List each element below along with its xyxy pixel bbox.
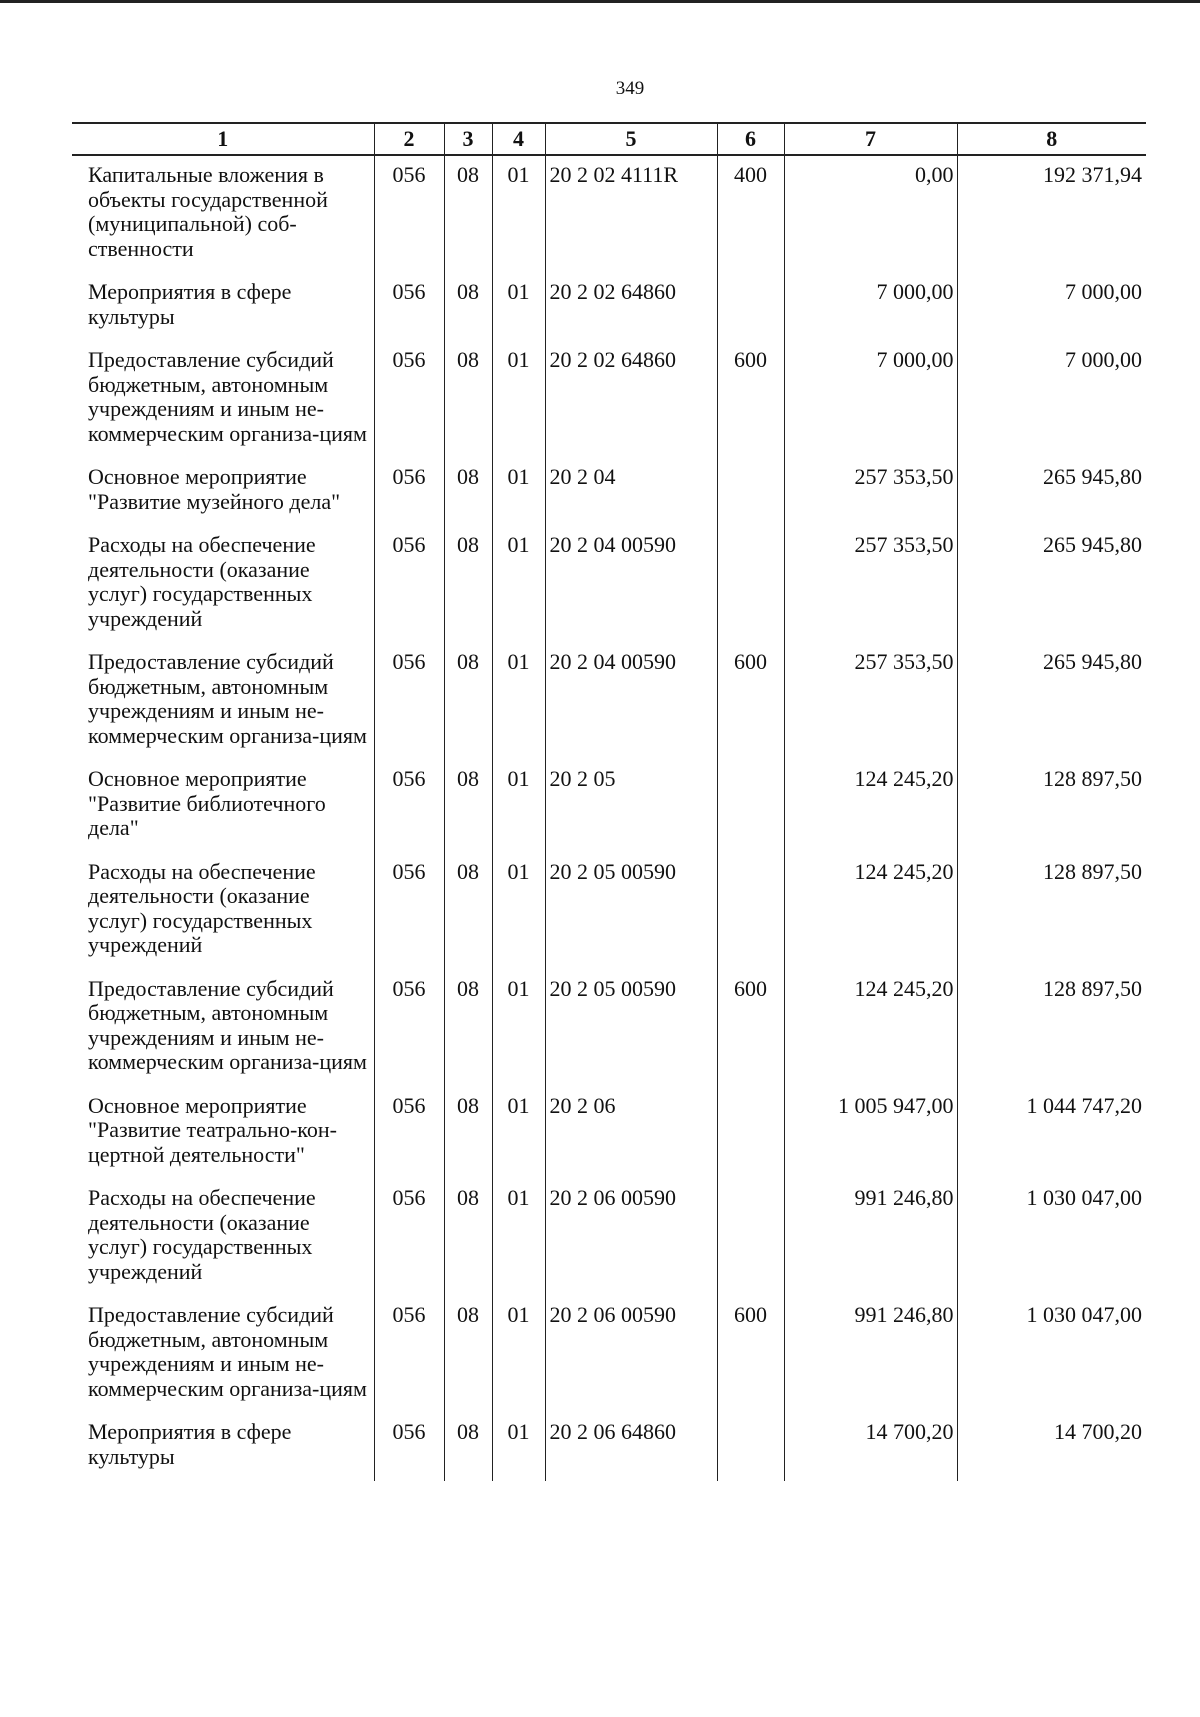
ministry-code-cell: 056	[374, 341, 444, 458]
expense-type-cell	[717, 273, 784, 341]
subsection-code-cell: 01	[492, 643, 545, 760]
ministry-code-cell: 056	[374, 643, 444, 760]
ministry-code-cell: 056	[374, 970, 444, 1087]
item-name-cell: Предоставление субсидий бюджетным, автономным учреждениям и иным не-коммерческим организа-циям	[88, 347, 367, 446]
subsection-code-cell: 01	[492, 1179, 545, 1296]
subsection-code-cell: 01	[492, 341, 545, 458]
target-article-cell: 20 2 06	[545, 1087, 717, 1180]
amount-year1-cell: 257 353,50	[784, 643, 957, 760]
target-article-cell: 20 2 02 64860	[545, 273, 717, 341]
target-article-cell: 20 2 05	[545, 760, 717, 853]
amount-year1-cell: 124 245,20	[784, 970, 957, 1087]
ministry-code-cell: 056	[374, 458, 444, 526]
amount-year2-cell: 1 030 047,00	[957, 1296, 1146, 1413]
target-article-cell: 20 2 02 64860	[545, 341, 717, 458]
item-name-cell: Предоставление субсидий бюджетным, автономным учреждениям и иным не-коммерческим организа-циям	[88, 649, 367, 748]
table-row	[72, 273, 1146, 341]
table-row	[72, 1179, 1146, 1296]
column-header: 5	[545, 123, 717, 155]
ministry-code-cell: 056	[374, 853, 444, 970]
item-name-cell: Основное мероприятие "Развитие библиотечного дела"	[88, 766, 326, 840]
expense-type-cell	[717, 1087, 784, 1180]
amount-year2-cell: 14 700,20	[957, 1413, 1146, 1481]
amount-year1-cell: 1 005 947,00	[784, 1087, 957, 1180]
expense-type-cell	[717, 1179, 784, 1296]
amount-year1-cell: 257 353,50	[784, 526, 957, 643]
table-row	[72, 1296, 1146, 1413]
column-header: 3	[444, 123, 492, 155]
amount-year2-cell: 128 897,50	[957, 760, 1146, 853]
amount-year2-cell: 7 000,00	[957, 273, 1146, 341]
subsection-code-cell: 01	[492, 760, 545, 853]
amount-year1-cell: 7 000,00	[784, 341, 957, 458]
table-row	[72, 760, 1146, 853]
ministry-code-cell: 056	[374, 760, 444, 853]
amount-year2-cell: 265 945,80	[957, 643, 1146, 760]
expense-type-cell	[717, 853, 784, 970]
amount-year2-cell: 7 000,00	[957, 341, 1146, 458]
target-article-cell: 20 2 06 00590	[545, 1179, 717, 1296]
column-header: 7	[784, 123, 957, 155]
expense-type-cell	[717, 458, 784, 526]
amount-year2-cell: 1 044 747,20	[957, 1087, 1146, 1180]
target-article-cell: 20 2 06 00590	[545, 1296, 717, 1413]
subsection-code-cell: 01	[492, 1413, 545, 1481]
target-article-cell: 20 2 05 00590	[545, 853, 717, 970]
ministry-code-cell: 056	[374, 1413, 444, 1481]
section-code-cell: 08	[444, 1087, 492, 1180]
amount-year1-cell: 14 700,20	[784, 1413, 957, 1481]
section-code-cell: 08	[444, 1179, 492, 1296]
amount-year1-cell: 0,00	[784, 155, 957, 273]
subsection-code-cell: 01	[492, 1087, 545, 1180]
ministry-code-cell: 056	[374, 1296, 444, 1413]
item-name-cell: Предоставление субсидий бюджетным, автономным учреждениям и иным не-коммерческим организа-циям	[88, 1302, 367, 1401]
page-number: 349	[615, 78, 645, 99]
top-border-line	[0, 0, 1200, 3]
target-article-cell: 20 2 04 00590	[545, 643, 717, 760]
amount-year2-cell: 265 945,80	[957, 526, 1146, 643]
column-header: 4	[492, 123, 545, 155]
table-row	[72, 458, 1146, 526]
ministry-code-cell: 056	[374, 155, 444, 273]
ministry-code-cell: 056	[374, 1087, 444, 1180]
table-row	[72, 341, 1146, 458]
ministry-code-cell: 056	[374, 1179, 444, 1296]
section-code-cell: 08	[444, 853, 492, 970]
item-name-cell: Мероприятия в сфере культуры	[88, 279, 292, 329]
amount-year1-cell: 124 245,20	[784, 853, 957, 970]
section-code-cell: 08	[444, 1296, 492, 1413]
item-name-cell: Капитальные вложения в объекты государственной (муниципальной) соб-ственности	[88, 162, 328, 261]
amount-year1-cell: 7 000,00	[784, 273, 957, 341]
table-row	[72, 643, 1146, 760]
section-code-cell: 08	[444, 760, 492, 853]
table-row	[72, 1413, 1146, 1481]
target-article-cell: 20 2 04	[545, 458, 717, 526]
amount-year2-cell: 265 945,80	[957, 458, 1146, 526]
section-code-cell: 08	[444, 341, 492, 458]
item-name-cell: Основное мероприятие "Развитие театрально-кон-цертной деятельности"	[88, 1092, 337, 1167]
item-name-cell: Расходы на обеспечение деятельности (оказание услуг) государственных учреждений	[88, 1185, 316, 1284]
subsection-code-cell: 01	[492, 155, 545, 273]
subsection-code-cell: 01	[492, 458, 545, 526]
amount-year1-cell: 124 245,20	[784, 760, 957, 853]
expense-type-cell	[717, 1413, 784, 1481]
subsection-code-cell: 01	[492, 1296, 545, 1413]
target-article-cell: 20 2 02 4111R	[545, 155, 717, 273]
budget-table	[72, 122, 1146, 1481]
amount-year1-cell: 991 246,80	[784, 1296, 957, 1413]
item-name-cell: Основное мероприятие "Развитие музейного дела"	[88, 464, 341, 514]
subsection-code-cell: 01	[492, 526, 545, 643]
amount-year1-cell: 257 353,50	[784, 458, 957, 526]
section-code-cell: 08	[444, 1413, 492, 1481]
amount-year2-cell: 192 371,94	[957, 155, 1146, 273]
ministry-code-cell: 056	[374, 526, 444, 643]
section-code-cell: 08	[444, 458, 492, 526]
target-article-cell: 20 2 06 64860	[545, 1413, 717, 1481]
table-row	[72, 155, 1146, 273]
expense-type-cell	[717, 526, 784, 643]
budget-table-container	[72, 122, 1146, 1481]
ministry-code-cell: 056	[374, 273, 444, 341]
item-name-cell: Расходы на обеспечение деятельности (оказание услуг) государственных учреждений	[88, 532, 316, 631]
item-name-cell: Предоставление субсидий бюджетным, автономным учреждениям и иным не-коммерческим организа-циям	[88, 975, 367, 1074]
amount-year2-cell: 1 030 047,00	[957, 1179, 1146, 1296]
expense-type-cell: 600	[717, 970, 784, 1087]
expense-type-cell	[717, 760, 784, 853]
subsection-code-cell: 01	[492, 970, 545, 1087]
expense-type-cell: 600	[717, 643, 784, 760]
section-code-cell: 08	[444, 643, 492, 760]
column-header: 8	[957, 123, 1146, 155]
table-row	[72, 1087, 1146, 1180]
column-header: 1	[72, 123, 374, 155]
column-header: 6	[717, 123, 784, 155]
table-row	[72, 970, 1146, 1087]
target-article-cell: 20 2 04 00590	[545, 526, 717, 643]
expense-type-cell: 600	[717, 1296, 784, 1413]
section-code-cell: 08	[444, 970, 492, 1087]
subsection-code-cell: 01	[492, 273, 545, 341]
target-article-cell: 20 2 05 00590	[545, 970, 717, 1087]
section-code-cell: 08	[444, 155, 492, 273]
subsection-code-cell: 01	[492, 853, 545, 970]
table-row	[72, 526, 1146, 643]
amount-year1-cell: 991 246,80	[784, 1179, 957, 1296]
column-header: 2	[374, 123, 444, 155]
table-row	[72, 853, 1146, 970]
expense-type-cell: 400	[717, 155, 784, 273]
section-code-cell: 08	[444, 526, 492, 643]
column-number-header-row	[72, 123, 1146, 155]
section-code-cell: 08	[444, 273, 492, 341]
amount-year2-cell: 128 897,50	[957, 970, 1146, 1087]
expense-type-cell: 600	[717, 341, 784, 458]
item-name-cell: Мероприятия в сфере культуры	[88, 1419, 292, 1469]
amount-year2-cell: 128 897,50	[957, 853, 1146, 970]
item-name-cell: Расходы на обеспечение деятельности (оказание услуг) государственных учреждений	[88, 858, 316, 957]
